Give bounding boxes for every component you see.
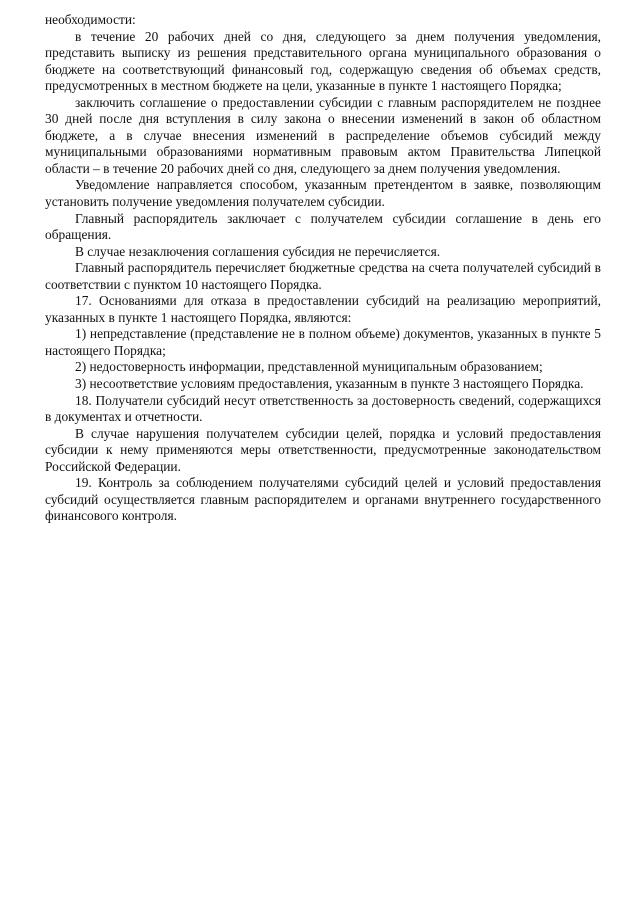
paragraph-item-18: 18. Получатели субсидий несут ответственность за достоверность сведений, содержащихся в документах и отчетности.	[45, 392, 601, 425]
paragraph-agreement-day: Главный распорядитель заключает с получателем субсидии соглашение в день его обращения.	[45, 210, 601, 243]
paragraph-transfer-funds: Главный распорядитель перечисляет бюджетные средства на счета получателей субсидий в соответствии с пунктом 10 настоящего Порядка.	[45, 260, 601, 292]
paragraph-agreement-deadline: заключить соглашение о предоставлении субсидии с главным распорядителем не позднее 30 дней после дня вступления в силу закона о внесении изменений в закон об областном бюджете, а в случае внесения изменений в распределение объемов субсидий между муниципальными образованиями нормативным правовым актом Правительства Липецкой области – в течение 20 рабочих дней со дня, следующего за днем получения уведомления.	[45, 94, 601, 176]
paragraph-notification-method: Уведомление направляется способом, указанным претендентом в заявке, позволяющим установить получение уведомления получателем субсидии.	[45, 177, 601, 210]
paragraph-no-agreement: В случае незаключения соглашения субсидия не перечисляется.	[75, 243, 441, 259]
paragraph-reason-2: 2) недостоверность информации, представленной муниципальным образованием;	[75, 359, 543, 375]
paragraph-reason-1: 1) непредставление (представление не в полном объеме) документов, указанных в пункте 5 настоящего Порядка;	[45, 326, 601, 358]
paragraph-item-17: 17. Основаниями для отказа в предоставлении субсидий на реализацию мероприятий, указанных в пункте 1 настоящего Порядка, являются:	[45, 293, 601, 325]
paragraph-item-19: 19. Контроль за соблюдением получателями субсидий целей и условий предоставления субсидий осуществляется главным распорядителем и органами внутреннего государственного финансового контроля.	[45, 475, 601, 524]
document-body	[45, 12, 601, 525]
paragraph-violation: В случае нарушения получателем субсидии целей, порядка и условий предоставления субсидии к нему применяются меры ответственности, предусмотренные законодательством Российской Федерации.	[45, 425, 601, 474]
paragraph-continuation: необходимости:	[45, 12, 136, 27]
paragraph-reason-3: 3) несоответствие условиям предоставления, указанным в пункте 3 настоящего Порядка.	[75, 376, 584, 392]
paragraph-extract-deadline: в течение 20 рабочих дней со дня, следующего за днем получения уведомления, представить выписку из решения представительного органа муниципального образования о бюджете на соответствующий финансовый год, содержащую сведения об объемах средств, предусмотренных в местном бюджете на цели, указанные в пункте 1 настоящего Порядка;	[45, 28, 601, 94]
